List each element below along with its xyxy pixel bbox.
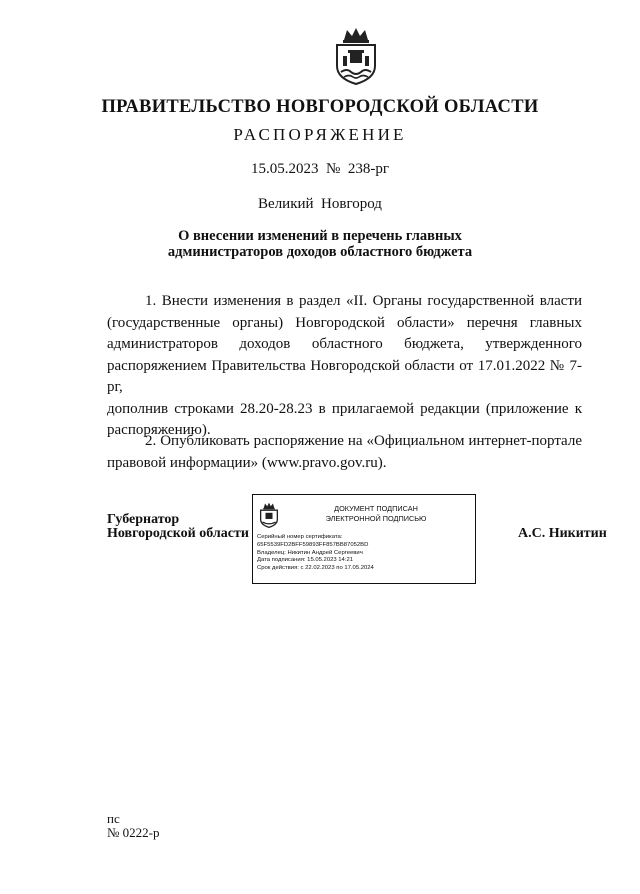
document-type: РАСПОРЯЖЕНИЕ (233, 125, 407, 144)
organization-title: ПРАВИТЕЛЬСТВО НОВГОРОДСКОЙ ОБЛАСТИ (101, 97, 539, 117)
signer-position-line: Новгородской области (107, 526, 249, 541)
document-date-number: 15.05.2023 № 238-рг (251, 161, 389, 177)
signer-name: А.С. Никитин (518, 526, 607, 541)
footer-initials: пс (107, 811, 120, 826)
stamp-title (281, 504, 471, 524)
subject-line: О внесении изменений в перечень главных (178, 228, 462, 244)
stamp-serial-label: Серийный номер сертификата: (257, 534, 343, 540)
document-city: Великий Новгород (258, 196, 382, 212)
paragraph-line: администраторов доходов областного бюджета, утвержденного (107, 336, 582, 352)
paragraph-line: распоряжению). (107, 422, 211, 438)
electronic-signature-stamp (252, 494, 476, 584)
signer-position-line: Губернатор (107, 512, 180, 527)
stamp-validity: Срок действия: с 22.02.2023 по 17.05.2024 (257, 565, 374, 572)
paragraph-2 (107, 431, 582, 474)
paragraph-line: правовой информации» (www.pravo.gov.ru). (107, 454, 387, 471)
stamp-signed-date: Дата подписания: 15.05.2023 14:21 (257, 557, 354, 564)
document-subject (0, 228, 640, 260)
paragraph-line: дополнив строками 28.20-28.23 в прилагаемой редакции (приложение к (107, 400, 582, 417)
stamp-owner: Владелец: Никитин Андрей Сергеевич (257, 549, 363, 556)
footer-number: № 0222-р (107, 825, 160, 840)
paragraph-1 (107, 291, 582, 442)
paragraph-line: (государственные органы) Новгородской области» перечня главных (107, 314, 582, 331)
subject-line: администраторов доходов областного бюджета (167, 244, 473, 260)
stamp-details (257, 534, 374, 573)
stamp-title-line: ЭЛЕКТРОННОЙ ПОДПИСЬЮ (325, 514, 427, 523)
stamp-serial: 65F5539FD2BFF59893FF857BB87052BD (257, 541, 369, 548)
stamp-title-line: ДОКУМЕНТ ПОДПИСАН (334, 504, 418, 513)
coat-of-arms-icon (331, 26, 381, 86)
paragraph-line: 2. Опубликовать распоряжение на «Официальном интернет-портале (145, 433, 582, 449)
footer-code (107, 812, 159, 840)
paragraph-line: распоряжением Правительства Новгородской области от 17.01.2022 № 7-рг, (107, 357, 582, 395)
signer-position (107, 513, 249, 541)
coat-of-arms-icon (258, 501, 280, 529)
paragraph-line: 1. Внести изменения в раздел «II. Органы государственной власти (145, 293, 582, 309)
